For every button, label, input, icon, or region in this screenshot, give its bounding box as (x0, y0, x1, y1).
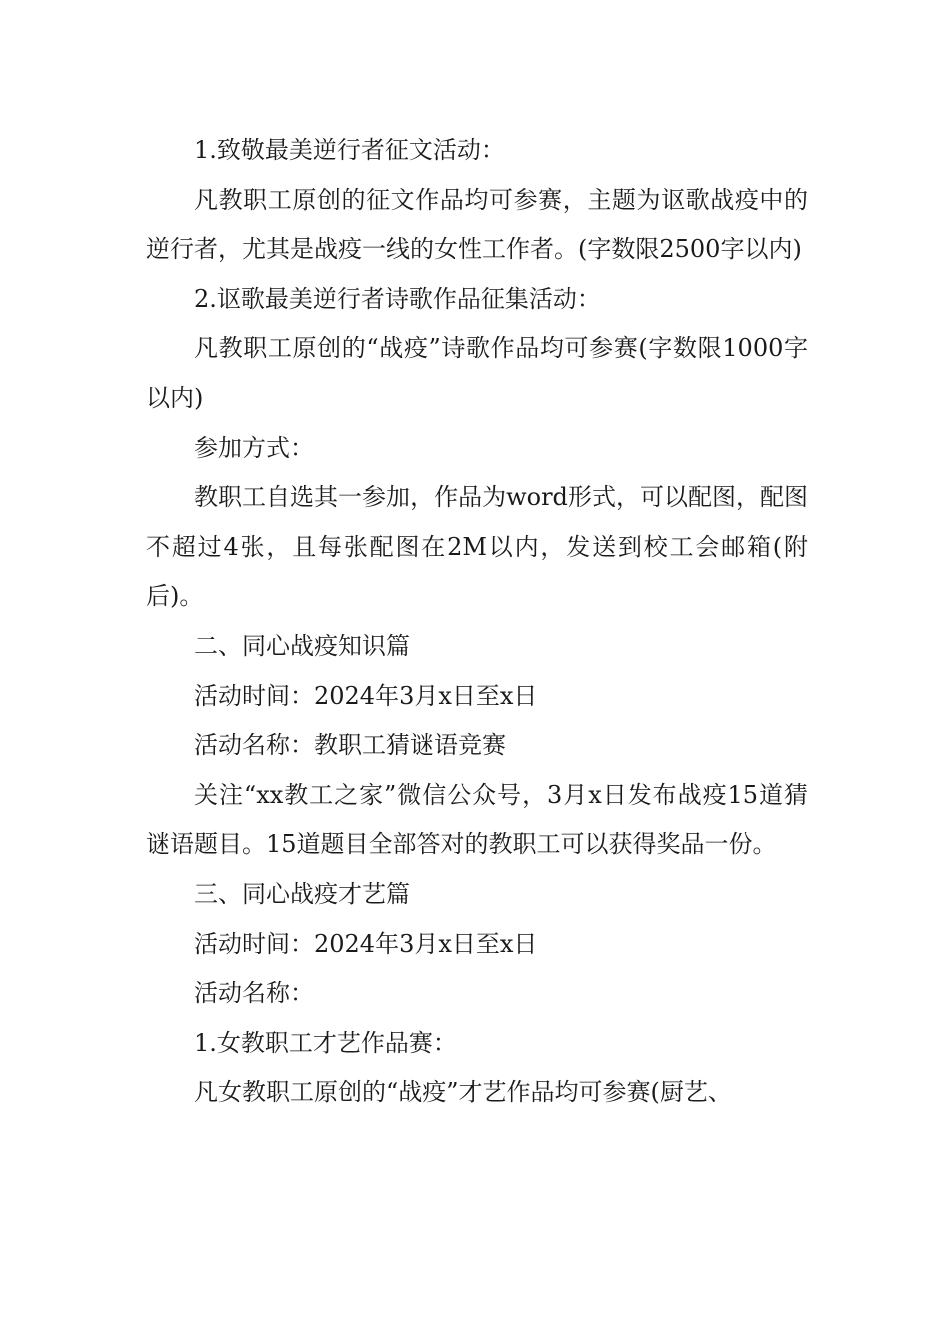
essay-activity-heading: 1.致敬最美逆行者征文活动： (194, 136, 505, 164)
essay-activity-description: 凡教职工原创的征文作品均可参赛，主题为讴歌战疫中的逆行者，尤其是战疫一线的女性工作者。(字数限2500字以内) (146, 185, 808, 264)
talent-contest-description: 凡女教职工原创的“战疫”才艺作品均可参赛(厨艺、 (194, 1078, 732, 1107)
talent-contest-heading: 1.女教职工才艺作品赛： (194, 1028, 457, 1057)
section-two-activity-name: 活动名称：教职工猜谜语竞赛 (194, 731, 506, 760)
participation-method-description: 教职工自选其一参加，作品为word形式，可以配图，配图不超过4张，且每张配图在2M以内，发送到校工会邮箱(附后)。 (146, 483, 808, 611)
section-two-heading: 二、同心战疫知识篇 (194, 631, 410, 660)
section-two-activity-time: 活动时间：2024年3月x日至x日 (194, 681, 538, 710)
participation-method-label: 参加方式： (194, 433, 314, 462)
section-three-activity-name: 活动名称： (194, 979, 314, 1008)
poetry-activity-heading: 2.讴歌最美逆行者诗歌作品征集活动： (194, 284, 601, 313)
section-two-description: 关注“xx教工之家”微信公众号，3月x日发布战疫15道猜谜语题目。15道题目全部答对的教职工可以获得奖品一份。 (146, 780, 808, 859)
section-three-heading: 三、同心战疫才艺篇 (194, 879, 410, 908)
section-three-activity-time: 活动时间：2024年3月x日至x日 (194, 929, 538, 958)
document-body (146, 126, 808, 1118)
poetry-activity-description: 凡教职工原创的“战疫”诗歌作品均可参赛(字数限1000字以内) (146, 334, 808, 412)
